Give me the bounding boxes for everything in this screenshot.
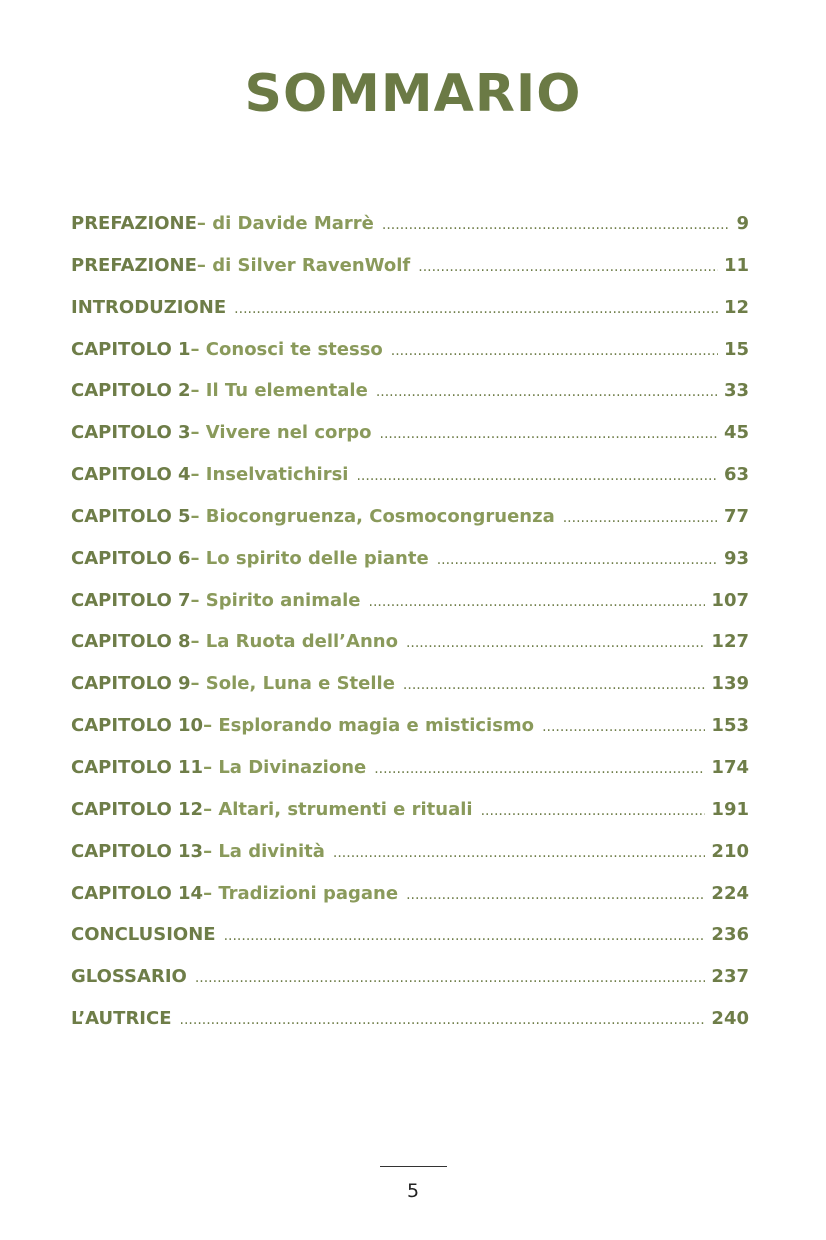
dot-leader bbox=[356, 468, 717, 484]
toc-entry-title: – Biocongruenza, Cosmocongruenza bbox=[190, 505, 555, 527]
toc-entry-page: 12 bbox=[723, 296, 749, 318]
toc-entry-head: PREFAZIONE bbox=[71, 213, 197, 234]
toc-entry-head: CAPITOLO 9 bbox=[71, 673, 191, 695]
toc-entry-head: CAPITOLO 1 bbox=[71, 338, 191, 360]
toc-entry-title: – Spirito animale bbox=[190, 589, 361, 611]
toc-entry-page: 174 bbox=[711, 756, 749, 778]
toc-entry bbox=[71, 715, 749, 757]
dot-leader bbox=[542, 719, 705, 735]
toc-entry-page: 127 bbox=[711, 631, 749, 653]
toc-entry bbox=[71, 631, 749, 673]
toc-entry-title: – Vivere nel corpo bbox=[190, 422, 372, 444]
toc-entry-title: – di Davide Marrè bbox=[196, 213, 374, 234]
toc-entry-head: CAPITOLO 4 bbox=[71, 464, 191, 486]
toc-entry-head: CAPITOLO 10 bbox=[71, 715, 204, 737]
toc-entry-page: 240 bbox=[711, 1008, 749, 1030]
dot-leader bbox=[403, 677, 706, 693]
page-number: 5 bbox=[406, 1180, 420, 1202]
toc-entry-head: CAPITOLO 8 bbox=[71, 631, 191, 653]
toc-entry bbox=[71, 506, 749, 548]
toc-entry-head: CAPITOLO 14 bbox=[71, 882, 204, 904]
toc-entry bbox=[71, 548, 749, 590]
dot-leader bbox=[406, 887, 705, 903]
toc-entry-page: 153 bbox=[711, 715, 749, 737]
toc-entry bbox=[71, 757, 749, 799]
toc-entry-page: 236 bbox=[711, 924, 749, 946]
toc-entry-head: GLOSSARIO bbox=[71, 966, 187, 988]
toc-entry-title: – La Ruota dell’Anno bbox=[190, 631, 398, 653]
toc-entry-page: 45 bbox=[723, 422, 749, 444]
dot-leader bbox=[333, 845, 706, 861]
toc-entry bbox=[71, 464, 749, 506]
toc-entry-page: 139 bbox=[711, 673, 749, 695]
toc-entry-head: L’AUTRICE bbox=[71, 1008, 172, 1030]
toc-entry-title: – Inselvatichirsi bbox=[190, 464, 349, 486]
toc-entry bbox=[71, 339, 749, 381]
toc-entry-head: CAPITOLO 3 bbox=[71, 422, 191, 444]
toc-entry-head: CAPITOLO 2 bbox=[71, 380, 191, 402]
toc-entry-page: 11 bbox=[723, 254, 749, 276]
dot-leader bbox=[195, 970, 706, 986]
toc-entry-page: 33 bbox=[723, 380, 749, 402]
toc-entry bbox=[71, 966, 749, 1008]
toc-entry-head: INTRODUZIONE bbox=[71, 296, 227, 318]
dot-leader bbox=[180, 1012, 706, 1028]
toc-entry bbox=[71, 213, 749, 255]
dot-leader bbox=[406, 635, 705, 651]
toc-entry-head: CONCLUSIONE bbox=[71, 924, 216, 946]
dot-leader bbox=[374, 761, 705, 777]
toc-entry bbox=[71, 799, 749, 841]
toc-entry-title: – Esplorando magia e misticismo bbox=[203, 715, 535, 737]
toc-entry bbox=[71, 255, 749, 297]
toc-entry-page: 107 bbox=[711, 589, 749, 611]
dot-leader bbox=[234, 301, 718, 317]
toc-entry-title: – Il Tu elementale bbox=[190, 380, 368, 402]
dot-leader bbox=[437, 552, 718, 568]
toc-entry bbox=[71, 673, 749, 715]
toc-entry bbox=[71, 841, 749, 883]
toc-entry-title: – Tradizioni pagane bbox=[203, 882, 399, 904]
toc-entry-page: 237 bbox=[711, 966, 749, 988]
dot-leader bbox=[369, 594, 706, 610]
dot-leader bbox=[391, 343, 718, 359]
toc-entry-page: 77 bbox=[723, 505, 749, 527]
toc-entry-page: 93 bbox=[723, 547, 749, 569]
toc-entry-title: – Conosci te stesso bbox=[190, 338, 383, 360]
toc-entry-head: CAPITOLO 11 bbox=[71, 756, 204, 778]
toc-entry-head: CAPITOLO 13 bbox=[71, 840, 204, 862]
toc-entry-head: CAPITOLO 7 bbox=[71, 589, 191, 611]
toc-entry bbox=[71, 297, 749, 339]
toc-entry-head: CAPITOLO 6 bbox=[71, 547, 191, 569]
page-title: SOMMARIO bbox=[244, 64, 582, 124]
toc-entry-page: 210 bbox=[711, 840, 749, 862]
toc-entry-page: 15 bbox=[723, 338, 749, 360]
footer-divider bbox=[380, 1166, 447, 1167]
toc-entry bbox=[71, 590, 749, 632]
toc-entry-head: PREFAZIONE bbox=[71, 254, 197, 276]
toc-entry-page: 9 bbox=[736, 213, 749, 234]
toc-entry-head: CAPITOLO 5 bbox=[71, 505, 191, 527]
table-of-contents bbox=[71, 213, 749, 1050]
toc-entry bbox=[71, 883, 749, 925]
toc-entry-title: – La Divinazione bbox=[203, 756, 367, 778]
dot-leader bbox=[224, 928, 706, 944]
dot-leader bbox=[382, 217, 731, 233]
toc-entry bbox=[71, 422, 749, 464]
toc-entry-title: – Lo spirito delle piante bbox=[190, 547, 429, 569]
dot-leader bbox=[481, 803, 706, 819]
toc-entry bbox=[71, 924, 749, 966]
toc-entry-head: CAPITOLO 12 bbox=[71, 798, 204, 820]
dot-leader bbox=[376, 384, 718, 400]
toc-entry-title: – Altari, strumenti e rituali bbox=[203, 798, 473, 820]
toc-entry-page: 63 bbox=[723, 464, 749, 486]
toc-entry-title: – di Silver RavenWolf bbox=[196, 254, 411, 276]
toc-entry bbox=[71, 1008, 749, 1050]
toc-entry-title: – Sole, Luna e Stelle bbox=[190, 673, 395, 695]
toc-entry-page: 191 bbox=[711, 798, 749, 820]
dot-leader bbox=[380, 426, 718, 442]
dot-leader bbox=[563, 510, 718, 526]
toc-entry bbox=[71, 380, 749, 422]
toc-entry-page: 224 bbox=[711, 882, 749, 904]
toc-entry-title: – La divinità bbox=[203, 840, 325, 862]
dot-leader bbox=[418, 259, 718, 275]
